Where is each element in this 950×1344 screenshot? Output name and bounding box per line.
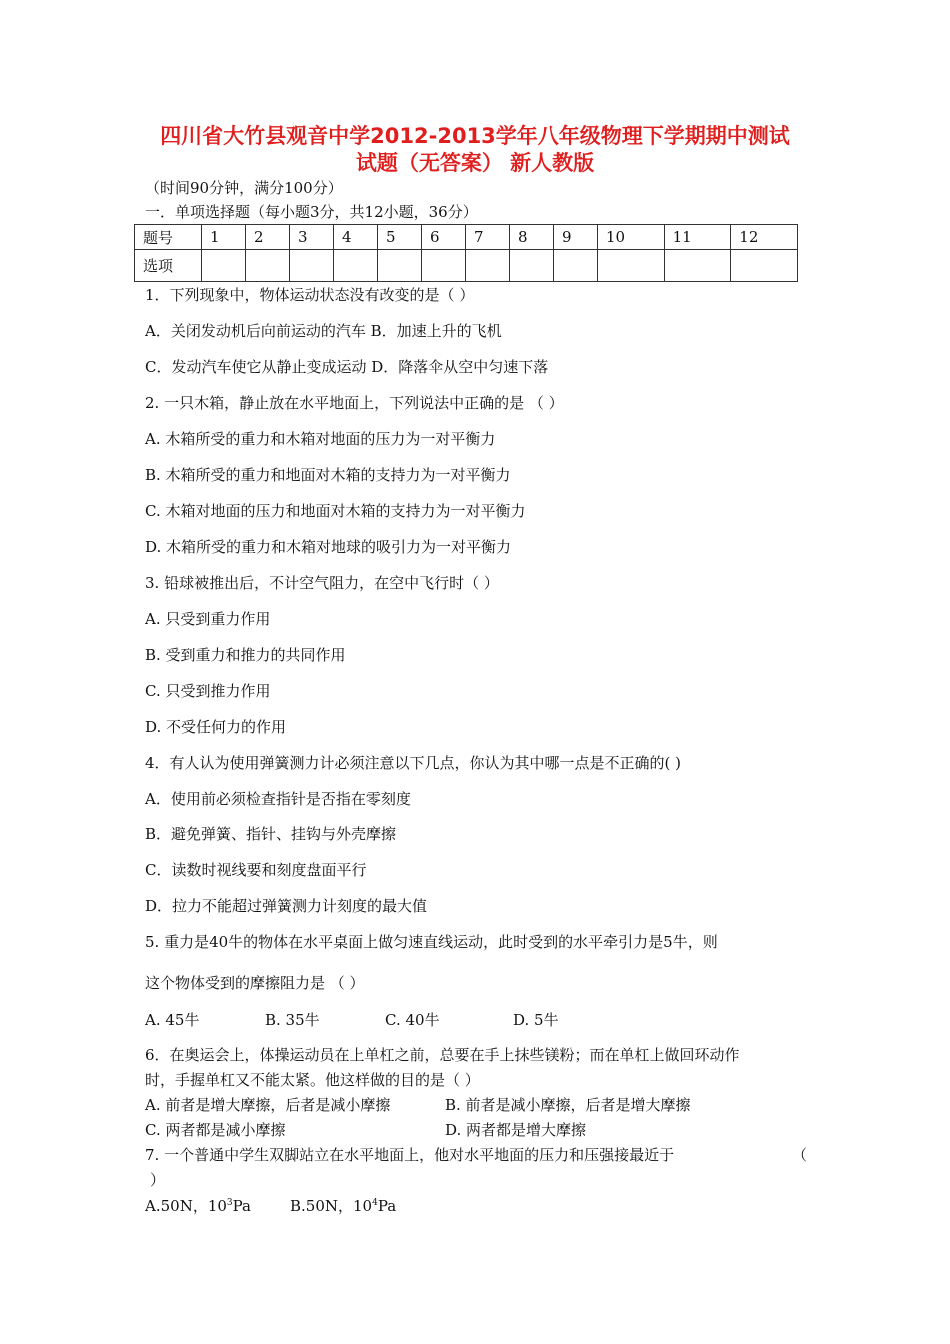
q3-option-b: B. 受到重力和推力的共同作用 — [145, 646, 346, 664]
answer-cell[interactable] — [466, 250, 510, 282]
q4-option-a: A．使用前必须检查指针是否指在零刻度 — [145, 790, 411, 808]
q3-option-c: C. 只受到推力作用 — [145, 682, 271, 700]
answer-table-number: 10 — [598, 225, 665, 250]
answer-table-number: 6 — [422, 225, 466, 250]
q6-stem-line-1: 6．在奥运会上，体操运动员在上单杠之前，总要在手上抹些镁粉；而在单杠上做回环动作 — [145, 1046, 740, 1064]
q7-paren-close: ） — [150, 1171, 166, 1189]
answer-table-number: 7 — [466, 225, 510, 250]
answer-cell[interactable] — [510, 250, 554, 282]
answer-table-number: 11 — [664, 225, 731, 250]
answer-cell[interactable] — [334, 250, 378, 282]
q2-option-c: C. 木箱对地面的压力和地面对木箱的支持力为一对平衡力 — [145, 502, 526, 520]
answer-cell[interactable] — [731, 250, 798, 282]
q7-option-b-exponent: 4 — [372, 1198, 378, 1208]
q2-option-b: B. 木箱所受的重力和地面对木箱的支持力为一对平衡力 — [145, 466, 511, 484]
answer-table-row2-label: 选项 — [135, 250, 202, 282]
q6-option-b: B. 前者是减小摩擦，后者是增大摩擦 — [445, 1096, 691, 1114]
answer-table-number: 3 — [290, 225, 334, 250]
time-note: （时间90分钟，满分100分） — [145, 179, 343, 197]
answer-table-number-row — [135, 225, 798, 250]
q6-option-c: C. 两者都是减小摩擦 — [145, 1121, 286, 1139]
answer-cell[interactable] — [290, 250, 334, 282]
q6-option-a: A. 前者是增大摩擦，后者是减小摩擦 — [145, 1096, 391, 1114]
q5-option-d: D. 5牛 — [513, 1011, 559, 1029]
q1-options-cd: C．发动汽车使它从静止变成运动 D．降落伞从空中匀速下落 — [145, 358, 549, 376]
answer-cell[interactable] — [664, 250, 731, 282]
q2-option-a: A. 木箱所受的重力和木箱对地面的压力为一对平衡力 — [145, 430, 496, 448]
title-line-2: 试题（无答案） 新人教版 — [355, 151, 595, 175]
answer-cell[interactable] — [598, 250, 665, 282]
q4-stem: 4．有人认为使用弹簧测力计必须注意以下几点，你认为其中哪一点是不正确的( ) — [145, 754, 682, 772]
q7-option-a-unit: Pa — [232, 1197, 252, 1215]
q7-stem: 7. 一个普通中学生双脚站立在水平地面上，他对水平地面的压力和压强接最近于 — [145, 1146, 675, 1164]
q4-option-d: D．拉力不能超过弹簧测力计刻度的最大值 — [145, 897, 428, 915]
q3-option-d: D. 不受任何力的作用 — [145, 718, 287, 736]
q5-stem-line-2: 这个物体受到的摩擦阻力是 （ ） — [145, 974, 365, 992]
q2-option-d: D. 木箱所受的重力和木箱对地球的吸引力为一对平衡力 — [145, 538, 512, 556]
q5-option-a: A. 45牛 — [145, 1011, 200, 1029]
q4-option-b: B．避免弹簧、指针、挂钩与外壳摩擦 — [145, 825, 397, 843]
answer-table — [134, 224, 798, 282]
q7-option-a-text: A.50N，10 — [145, 1197, 227, 1215]
q7-option-a — [145, 1196, 251, 1216]
answer-cell[interactable] — [554, 250, 598, 282]
answer-cell[interactable] — [422, 250, 466, 282]
q6-option-d: D. 两者都是增大摩擦 — [445, 1121, 587, 1139]
answer-table-number: 4 — [334, 225, 378, 250]
answer-table-row1-label: 题号 — [135, 225, 202, 250]
q7-paren-open: （ — [792, 1146, 808, 1164]
q7-option-b-text: B.50N，10 — [290, 1197, 373, 1215]
q3-stem: 3. 铅球被推出后，不计空气阻力，在空中飞行时（ ） — [145, 574, 499, 592]
q7-option-a-exponent: 3 — [226, 1198, 233, 1208]
q5-option-c: C. 40牛 — [385, 1011, 440, 1029]
q1-options-ab: A．关闭发动机后向前运动的汽车 B．加速上升的飞机 — [145, 322, 502, 340]
answer-table-number: 5 — [378, 225, 422, 250]
answer-table-number: 8 — [510, 225, 554, 250]
q7-option-b-unit: Pa — [377, 1197, 397, 1215]
section-heading: 一．单项选择题（每小题3分，共12小题，36分） — [145, 203, 478, 221]
q3-option-a: A. 只受到重力作用 — [145, 610, 271, 628]
q4-option-c: C．读数时视线要和刻度盘面平行 — [145, 861, 367, 879]
q1-stem: 1．下列现象中，物体运动状态没有改变的是（ ） — [145, 286, 475, 304]
answer-cell[interactable] — [246, 250, 290, 282]
q2-stem: 2. 一只木箱，静止放在水平地面上，下列说法中正确的是 （ ） — [145, 394, 564, 412]
answer-table-number: 1 — [202, 225, 246, 250]
answer-cell[interactable] — [378, 250, 422, 282]
q7-option-b — [290, 1196, 396, 1216]
q6-stem-line-2: 时，手握单杠又不能太紧。他这样做的目的是（ ） — [145, 1071, 480, 1089]
q5-stem-line-1: 5. 重力是40牛的物体在水平桌面上做匀速直线运动，此时受到的水平牵引力是5牛，则 — [145, 933, 718, 951]
answer-table-choice-row — [135, 250, 798, 282]
q5-option-b: B. 35牛 — [265, 1011, 320, 1029]
answer-cell[interactable] — [202, 250, 246, 282]
answer-table-number: 9 — [554, 225, 598, 250]
answer-table-number: 2 — [246, 225, 290, 250]
title-line-1: 四川省大竹县观音中学2012-2013学年八年级物理下学期期中测试 — [160, 124, 790, 148]
answer-table-number: 12 — [731, 225, 798, 250]
